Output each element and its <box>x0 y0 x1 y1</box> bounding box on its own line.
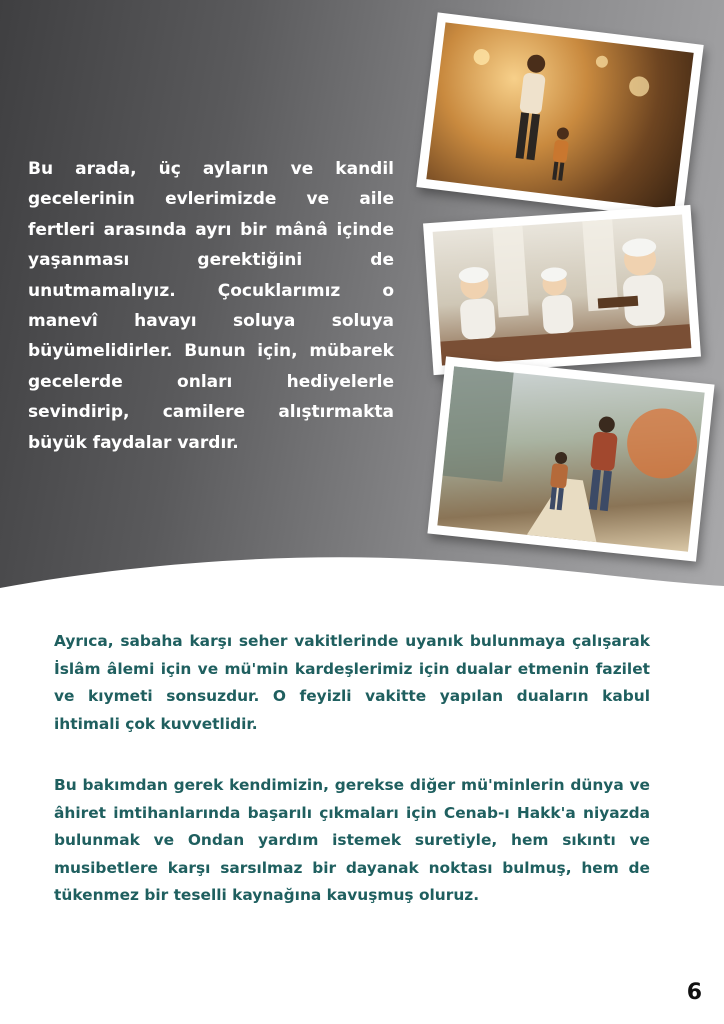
photo-illustration <box>437 366 704 551</box>
body-paragraph-seeking-help: Bu bakımdan gerek kendimizin, gerekse diğer mü'minlerin dünya ve âhiret imtihanlarında başarılı çıkmaları için Cenab-ı Hakk'a niyazda bulunmak ve Ondan yardım istemek suretiyle, hem sıkıntı ve musibetlere karşı sarsılmaz bir dayanak noktası bulmuş, hem de tükenmez bir teselli kaynağına kavuşmuş oluruz. <box>54 776 650 905</box>
photo-illustration <box>426 22 693 209</box>
page-number: 6 <box>686 980 702 1005</box>
photo-father-son-lantern-street <box>416 12 703 219</box>
body-paragraph-dawn-prayers: Ayrıca, sabaha karşı seher vakitlerinde uyanık bulunmaya çalışarak İslâm âlemi için ve mü'min kardeşlerimiz için dualar etmenin fazilet ve kıymeti sonsuzdur. O feyizli vakitte yapılan duaların kabul ihtimali çok kuvvetlidir. <box>54 632 650 733</box>
photo-image <box>437 366 704 551</box>
photo-image <box>426 22 693 209</box>
photo-image <box>433 214 692 365</box>
photo-father-son-walking-path <box>427 356 714 561</box>
intro-paragraph: Bu arada, üç ayların ve kandil gecelerinin evlerimizde ve aile fertleri arasında ayrı bir mânâ içinde yaşanması gerektiğini de unutmamalıyız. Çocuklarımız o manevî havayı soluya soluya büyümelidirler. Bunun için, mübarek gecelerde onları hediyelerle sevindirip, camilere alıştırmakta büyük faydalar vardır. <box>28 159 394 453</box>
photo-children-reading-quran <box>423 205 701 375</box>
photo-illustration <box>433 214 692 365</box>
